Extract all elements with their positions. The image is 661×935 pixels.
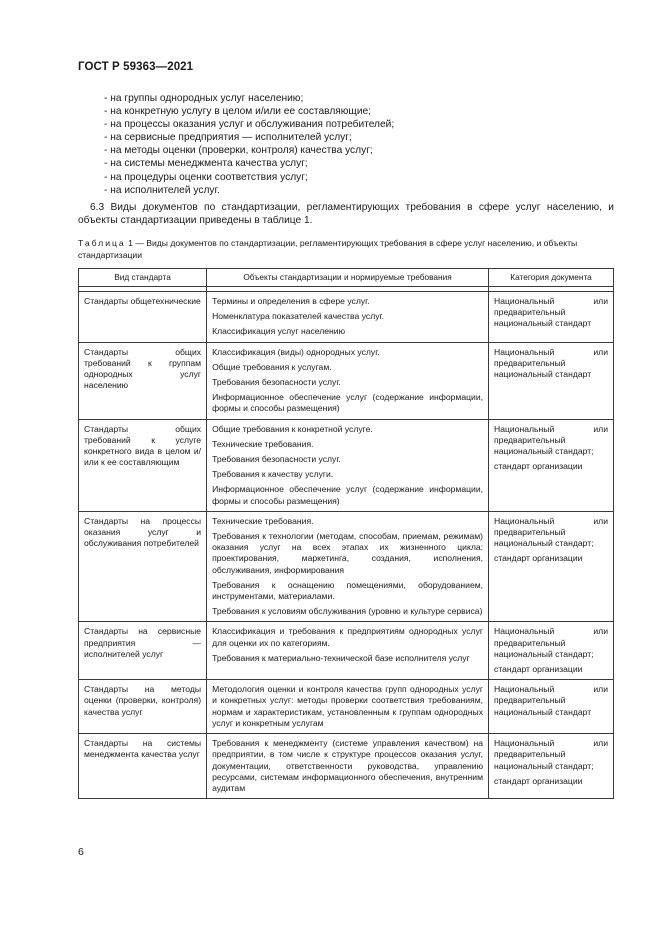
table-row [79,419,614,511]
object-line: Классификация (виды) однородных услуг. [212,346,380,357]
cell-category [489,342,614,419]
object-line: Технические требования. [212,515,314,526]
object-line: Информационное обеспечение услуг (содержание информации, формы и способы размещения) [212,392,484,414]
table-caption-text: 1 — Виды документов по стандартизации, регламентирующих требования в сфере услуг населению, и объекты стандартизации [78,238,578,260]
table-row [79,622,614,680]
cell-objects [207,734,489,799]
cell-objects [207,680,489,734]
list-item: - на процедуры оценки соответствия услуг; [104,171,394,184]
table-row [79,342,614,419]
category-line: стандарт организации [494,553,583,564]
object-line: Информационное обеспечение услуг (содержание информации, формы и способы размещения) [212,484,484,506]
cell-kind: Стандарты общих требований к услуге конкретного вида в целом и/или к ее составляющим [79,419,207,511]
category-line: Национальный или предварительный национальный стандарт; [494,423,608,457]
paragraph-text: 6.3 Виды документов по стандартизации, регламентирующих требования в сфере услуг населению, и объекты стандартизации приведены в таблице 1. [78,202,614,227]
standards-table [78,268,614,799]
cell-category [489,419,614,511]
object-line: Требования к менеджменту (системе управления качеством) на предприятии, в том числе к структуре процессов оказания услуг, документации, ответственности руководства, управлению ресурсами, системам информационного обеспечения, внутренним аудитам [212,738,484,793]
table-caption-label: Таблица [78,238,126,248]
list-item: - на сервисные предприятия — исполнителей услуг; [104,131,394,144]
object-line: Номенклатура показателей качества услуг. [212,311,384,322]
cell-kind: Стандарты на системы менеджмента качества услуг [79,734,207,799]
object-line: Классификация и требования к предприятиям однородных услуг для оценки их по категориям. [212,626,484,648]
list-item: - на конкретную услугу в целом и/или ее составляющие; [104,105,394,118]
category-line: Национальный или предварительный национальный стандарт; [494,738,608,771]
object-line: Требования к технологии (методам, способам, приемам, режимам) оказания услуг на всех этапах их жизненного цикла: проектирования, маркетинга, создания, исполнения, обслуживания, информирования [212,531,484,575]
cell-objects [207,511,489,622]
object-line: Общие требования к услугам. [212,361,332,372]
category-line: Национальный или предварительный национальный стандарт; [494,515,608,549]
object-line: Методология оценки и контроля качества групп однородных услуг и конкретных услуг: методы проверки соответствия требованиям, нормам и характеристикам, установленным к группам однородных услуг и конкретным услугам [212,684,484,728]
object-list [104,92,394,197]
page-number: 6 [78,846,84,858]
list-item: - на исполнителей услуг. [104,184,394,197]
cell-kind: Стандарты на методы оценки (проверки, контроля) качества услуг [79,680,207,734]
category-line: стандарт организации [494,461,583,472]
cell-objects [207,622,489,680]
category-line: стандарт организации [494,664,583,675]
object-line: Требования безопасности услуг. [212,454,341,465]
object-line: Термины и определения в сфере услуг. [212,296,370,306]
cell-category [489,734,614,799]
cell-objects [207,419,489,511]
list-item: - на процессы оказания услуг и обслуживания потребителей; [104,118,394,131]
category-line: Национальный или предварительный национальный стандарт [494,684,608,717]
cell-objects [207,342,489,419]
cell-category [489,680,614,734]
table-row [79,680,614,734]
object-line: Требования к качеству услуги. [212,469,334,480]
category-line: стандарт организации [494,775,583,786]
object-line: Требования к материально-технической базе исполнителя услуг [212,652,470,663]
list-item: - на методы оценки (проверки, контроля) качества услуг; [104,144,394,157]
column-header-kind: Вид стандарта [79,269,207,287]
section-paragraph [78,201,614,228]
object-line: Требования безопасности услуг. [212,377,341,388]
cell-kind: Стандарты на процессы оказания услуг и обслуживания потребителей [79,511,207,622]
document-header-code: ГОСТ Р 59363—2021 [78,61,194,73]
object-line: Технические требования. [212,438,314,449]
table-caption [78,238,614,262]
cell-category [489,292,614,343]
object-line: Требования к оснащению помещениями, оборудованием, инструментами, материалами. [212,579,484,602]
cell-category [489,622,614,680]
table-row [79,511,614,622]
table-row [79,292,614,343]
category-line: Национальный или предварительный национальный стандарт; [494,626,608,659]
cell-kind: Стандарты общих требований к группам однородных услуг населению [79,342,207,419]
column-header-objects: Объекты стандартизации и нормируемые требования [207,269,489,287]
category-line: Национальный или предварительный национальный стандарт [494,296,608,329]
object-line: Общие требования к конкретной услуге. [212,423,373,434]
cell-objects [207,292,489,343]
cell-kind: Стандарты на сервисные предприятия — исполнителей услуг [79,622,207,680]
table-row [79,734,614,799]
table-header-row [79,269,614,287]
category-line: Национальный или предварительный национальный стандарт [494,346,608,380]
cell-kind: Стандарты общетехнические [79,292,207,343]
object-line: Требования к условиям обслуживания (уровню и культуре сервиса) [212,606,483,617]
object-line: Классификация услуг населению [212,326,346,337]
cell-category [489,511,614,622]
list-item: - на группы однородных услуг населению; [104,92,394,105]
column-header-category: Категория документа [489,269,614,287]
list-item: - на системы менеджмента качества услуг; [104,157,394,170]
